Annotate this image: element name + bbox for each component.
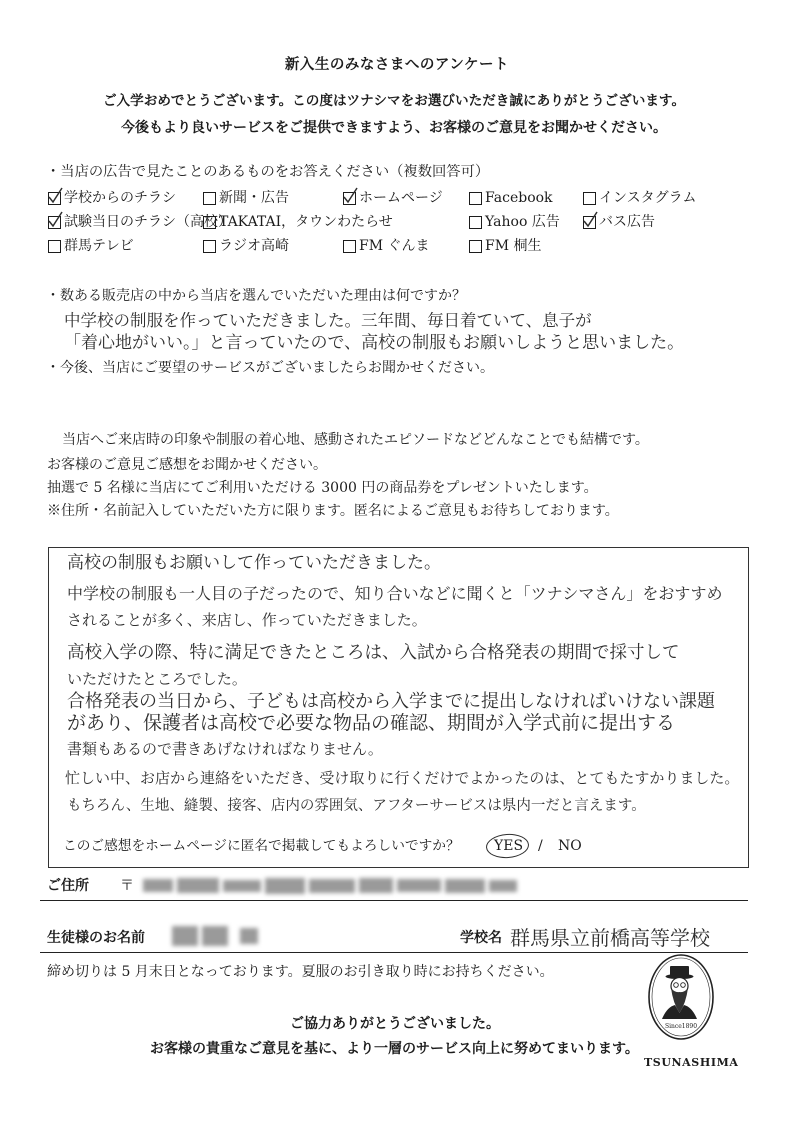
handwritten-feedback-line: 高校入学の際、特に満足できたところは、入試から合格発表の期間で採寸して [67, 643, 680, 663]
checkbox-icon [48, 216, 61, 229]
feedback-intro-line: ※住所・名前記入していただいた方に限ります。匿名によるご意見もお待ちしております。 [47, 503, 619, 519]
survey-title: 新入生のみなさまへのアンケート [284, 56, 510, 73]
option-label: 試験当日のチラシ（高校） [64, 214, 232, 230]
address-label: ご住所 [47, 878, 89, 894]
feedback-box [48, 547, 749, 868]
consent-question: このご感想をホームページに匿名で掲載してもよろしいですか？ [63, 838, 460, 854]
checkbox-icon [469, 216, 482, 229]
ad-option-yahoo [469, 214, 560, 230]
option-label: 新聞・広告 [219, 190, 289, 206]
ad-option-gunma-tv [48, 238, 134, 254]
school-label: 学校名 [460, 930, 502, 946]
handwritten-feedback-line: されることが多く、来店し、作っていただきました。 [67, 611, 427, 629]
ad-option-bus [583, 214, 655, 230]
option-label: FM ぐんま [359, 238, 430, 254]
option-label: 学校からのチラシ [64, 190, 176, 206]
logo-since-text: Since1890 [664, 1023, 698, 1030]
ad-option-homepage [343, 190, 443, 206]
handwritten-school-name: 群馬県立前橋高等学校 [510, 926, 710, 950]
student-name-label: 生徒様のお名前 [47, 930, 145, 946]
ad-option-fm-kiryu [469, 238, 542, 254]
checkmark-icon [583, 211, 598, 228]
ad-option-newspaper [203, 190, 289, 206]
checkbox-icon [343, 240, 356, 253]
option-label: インスタグラム [599, 190, 697, 206]
feedback-intro-line: 抽選で 5 名様に当店にてご利用いただける 3000 円の商品券をプレゼントいたします。 [47, 480, 598, 496]
logo-wordmark: TSUNASHIMA [644, 1056, 739, 1069]
handwritten-feedback-line: 忙しい中、お店から連絡をいただき、受け取りに行くだけでよかったのは、とてもたすかりました。 [65, 769, 740, 787]
postal-mark: 〒 [120, 878, 134, 894]
checkbox-icon [203, 192, 216, 205]
handwritten-feedback-line: があり、保護者は高校で必要な物品の確認、期間が入学式前に提出する [67, 712, 676, 734]
deadline-note: 締め切りは 5 月末日となっております。夏服のお引き取り時にお持ちください。 [47, 964, 554, 980]
consent-no: NO [558, 838, 582, 854]
option-label: FM 桐生 [485, 238, 542, 254]
checkmark-icon [48, 187, 63, 204]
handwritten-feedback-line: 中学校の制服も一人目の子だったので、知り合いなどに聞くと「ツナシマさん」をおすすめ [67, 584, 723, 603]
handwritten-feedback-line: 高校の制服もお願いして作っていただきました。 [67, 553, 441, 573]
checkbox-icon [343, 192, 356, 205]
checkbox-icon [469, 240, 482, 253]
option-label: ラジオ高崎 [219, 238, 289, 254]
redacted-address [143, 877, 517, 894]
handwritten-feedback-line: もちろん、生地、縫製、接客、店内の雰囲気、アフターサービスは県内一だと言えます。 [67, 798, 646, 814]
checkbox-icon [48, 192, 61, 205]
ad-option-school-flyer [48, 190, 176, 206]
checkbox-icon [48, 240, 61, 253]
question-ad-sources: ・当店の広告で見たことのあるものをお答えください（複数回答可） [46, 164, 490, 180]
question-requests: ・今後、当店にご要望のサービスがございましたらお聞かせください。 [46, 360, 494, 376]
bearded-man-emblem-icon [640, 953, 722, 1045]
option-label: バス広告 [599, 214, 655, 230]
consent-yes: YES [494, 838, 524, 854]
address-underline [40, 900, 748, 901]
greeting-line-1: ご入学おめでとうございます。この度はツナシマをお選びいただき誠にありがとうございます。 [102, 93, 686, 109]
option-label: 群馬テレビ [64, 238, 134, 254]
checkbox-icon [469, 192, 482, 205]
option-label: Yahoo 広告 [485, 214, 560, 230]
checkmark-icon [343, 187, 358, 204]
redacted-student-name [172, 925, 258, 947]
ad-option-takatai [203, 214, 393, 230]
closing-thanks: ご協力ありがとうございました。 [290, 1016, 500, 1032]
logo-figure [662, 966, 697, 1019]
option-label: Facebook [485, 190, 553, 206]
greeting-line-2: 今後もより良いサービスをご提供できますよう、お客様のご意見をお聞かせください。 [121, 120, 667, 136]
option-label: ホームページ [359, 190, 443, 206]
consent-separator: / [538, 838, 543, 854]
ad-option-instagram [583, 190, 696, 206]
checkbox-icon [203, 240, 216, 253]
feedback-intro-line: お客様のご意見ご感想をお聞かせください。 [47, 457, 327, 473]
checkmark-icon [48, 211, 63, 228]
handwritten-reason-line: 「着心地がいい。」と言っていたので、高校の制服もお願いしようと思いました。 [64, 333, 685, 353]
closing-message: お客様の貴重なご意見を基に、より一層のサービス向上に努めてまいります。 [150, 1041, 639, 1057]
checkbox-icon [203, 216, 216, 229]
checkbox-icon [583, 192, 596, 205]
checkbox-icon [583, 216, 596, 229]
handwritten-reason-line: 中学校の制服を作っていただきました。三年間、毎日着ていて、息子が [64, 311, 592, 330]
ad-option-radio-takasaki [203, 238, 289, 254]
ad-option-facebook [469, 190, 553, 206]
feedback-intro-line: 当店へご来店時の印象や制服の着心地、感動されたエピソードなどどんなことでも結構です。 [62, 432, 649, 448]
ad-option-fm-gunma [343, 238, 430, 254]
handwritten-feedback-line: 合格発表の当日から、子どもは高校から入学までに提出しなければいけない課題 [67, 691, 715, 712]
question-reason: ・数ある販売店の中から当店を選んでいただいた理由は何ですか？ [46, 288, 466, 304]
option-label: TAKATAI，タウンわたらせ [219, 214, 393, 230]
handwritten-feedback-line: 書類もあるので書きあげなければなりません。 [67, 740, 383, 758]
handwritten-feedback-line: いただけたところでした。 [67, 670, 247, 688]
